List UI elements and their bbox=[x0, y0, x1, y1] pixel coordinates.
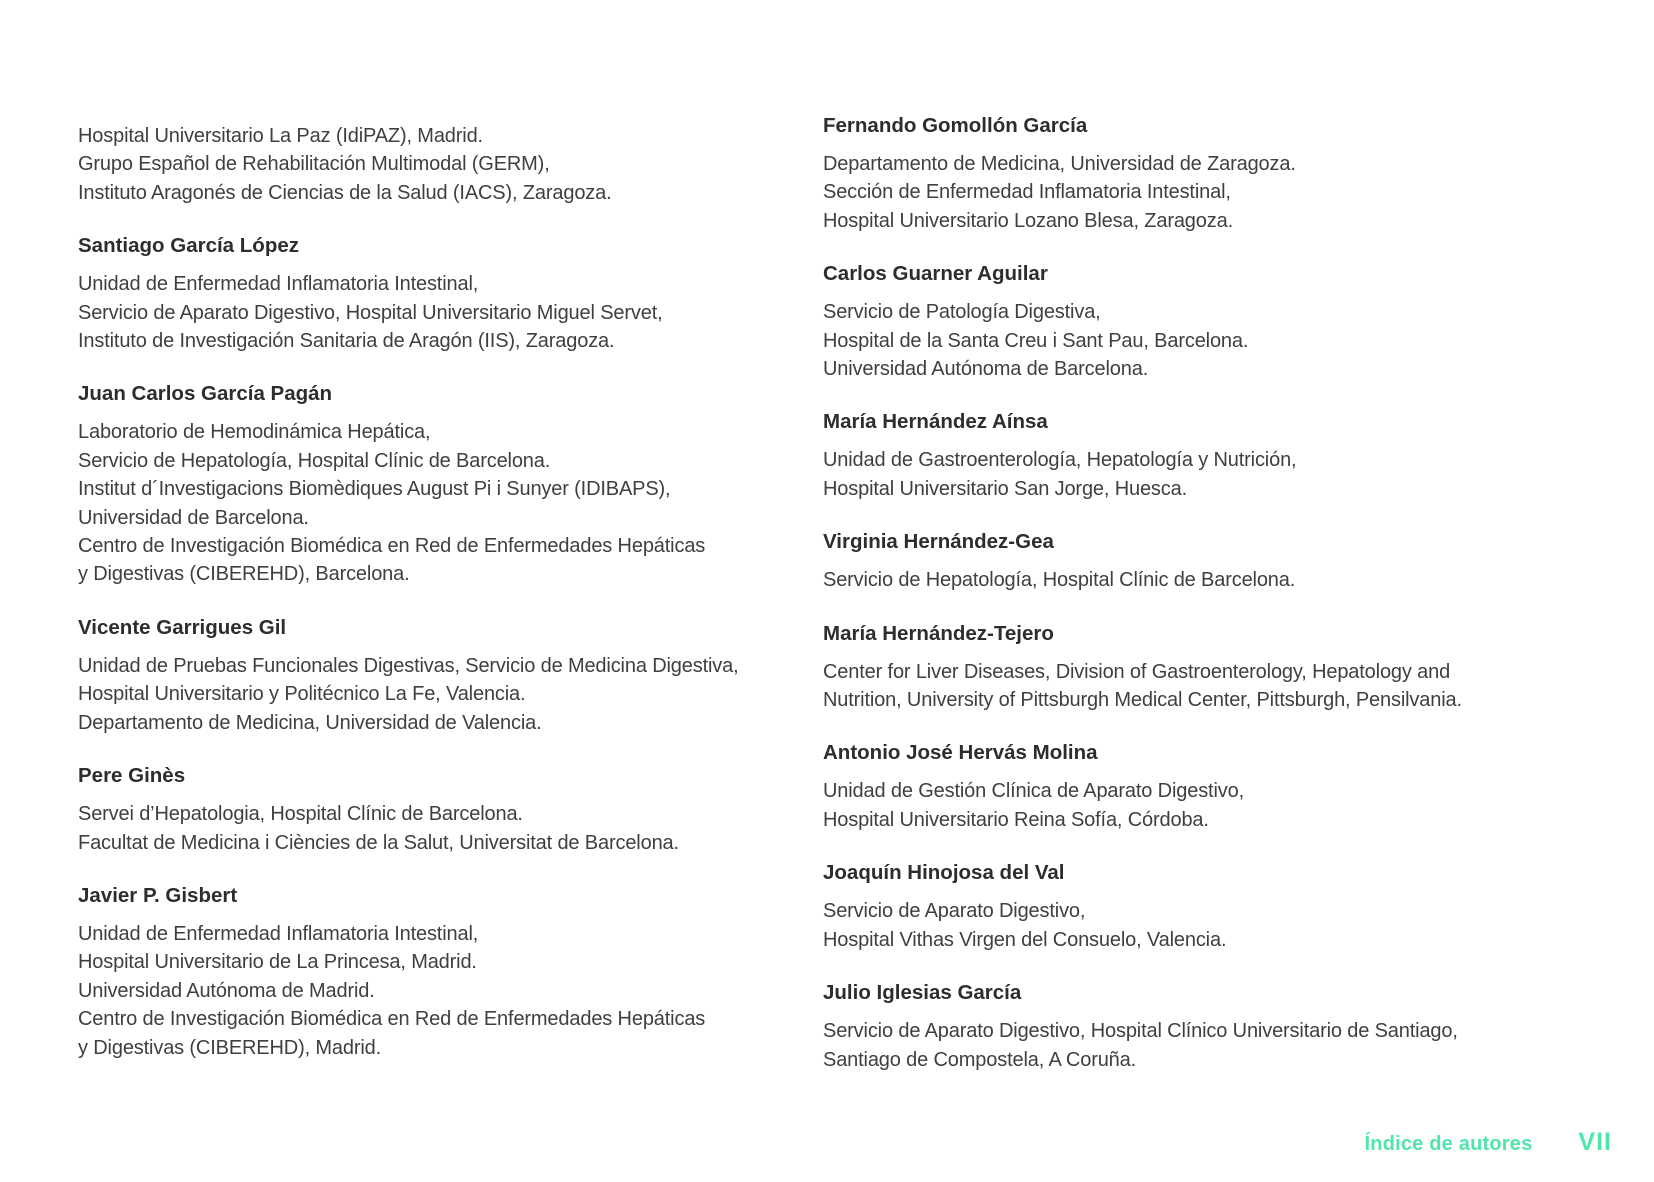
author-entry bbox=[823, 620, 1523, 715]
author-name: Antonio José Hervás Molina bbox=[823, 741, 1098, 765]
author-name: Vicente Garrigues Gil bbox=[78, 615, 287, 639]
affiliation-line: Universidad de Barcelona. bbox=[78, 506, 309, 529]
affiliation-line: y Digestivas (CIBEREHD), Barcelona. bbox=[78, 563, 410, 586]
affiliation-line: Facultat de Medicina i Ciències de la Salut, Universitat de Barcelona. bbox=[78, 831, 679, 854]
author-name: Fernando Gomollón García bbox=[823, 114, 1088, 137]
author-entry bbox=[78, 614, 793, 737]
author-entry bbox=[78, 762, 793, 857]
affiliation-line: Instituto Aragonés de Ciencias de la Salud (IACS), Zaragoza. bbox=[78, 181, 612, 204]
affiliation-line: Laboratorio de Hemodinámica Hepática, bbox=[78, 421, 431, 444]
author-name: Virginia Hernández-Gea bbox=[823, 530, 1054, 554]
affiliation-line: Universidad Autónoma de Barcelona. bbox=[823, 358, 1149, 381]
affiliation-line: Hospital Universitario La Paz (IdiPAZ), Madrid. bbox=[78, 125, 483, 147]
affiliation-line: Departamento de Medicina, Universidad de Zaragoza. bbox=[823, 153, 1296, 175]
page-footer bbox=[1365, 1128, 1612, 1157]
affiliation-line: Instituto de Investigación Sanitaria de Aragón (IIS), Zaragoza. bbox=[78, 330, 615, 353]
author-entry bbox=[78, 232, 793, 355]
affiliation-line: Servicio de Patología Digestiva, bbox=[823, 301, 1101, 324]
affiliation-line: Sección de Enfermedad Inflamatoria Intestinal, bbox=[823, 181, 1231, 204]
affiliation-line: Hospital Universitario Reina Sofía, Córdoba. bbox=[823, 808, 1209, 831]
affiliation-line: Servicio de Hepatología, Hospital Clínic de Barcelona. bbox=[823, 569, 1296, 592]
author-name: Javier P. Gisbert bbox=[78, 883, 238, 907]
author-entry bbox=[823, 528, 1523, 594]
affiliation-line: Servicio de Aparato Digestivo, bbox=[823, 900, 1086, 923]
author-entry bbox=[823, 739, 1523, 834]
author-entry bbox=[823, 408, 1523, 503]
affiliation-line: Unidad de Enfermedad Inflamatoria Intestinal, bbox=[78, 273, 479, 296]
author-name: María Hernández Aínsa bbox=[823, 410, 1048, 434]
affiliation-line: Grupo Español de Rehabilitación Multimodal (GERM), bbox=[78, 153, 550, 176]
affiliation-line: Departamento de Medicina, Universidad de Valencia. bbox=[78, 711, 542, 734]
affiliation-line: Hospital Universitario de La Princesa, Madrid. bbox=[78, 951, 477, 974]
page-number: VII bbox=[1578, 1128, 1612, 1156]
affiliation-line: Servicio de Aparato Digestivo, Hospital Universitario Miguel Servet, bbox=[78, 301, 663, 324]
author-name: Joaquín Hinojosa del Val bbox=[823, 861, 1065, 885]
affiliation-line: Center for Liver Diseases, Division of Gastroenterology, Hepatology and bbox=[823, 660, 1451, 683]
author-name: Julio Iglesias García bbox=[823, 981, 1022, 1005]
affiliation-line: Hospital Universitario y Politécnico La Fe, Valencia. bbox=[78, 683, 526, 706]
author-name: Carlos Guarner Aguilar bbox=[823, 262, 1048, 286]
author-entry bbox=[823, 979, 1523, 1074]
author-entry bbox=[78, 122, 793, 207]
author-entry bbox=[823, 859, 1523, 954]
author-entry bbox=[823, 112, 1523, 235]
affiliation-line: Nutrition, University of Pittsburgh Medical Center, Pittsburgh, Pensilvania. bbox=[823, 689, 1462, 712]
affiliation-line: Hospital Universitario San Jorge, Huesca. bbox=[823, 477, 1188, 500]
author-name: Juan Carlos García Pagán bbox=[78, 382, 333, 406]
affiliation-line: Unidad de Enfermedad Inflamatoria Intestinal, bbox=[78, 922, 479, 945]
affiliation-line: Hospital Vithas Virgen del Consuelo, Valencia. bbox=[823, 928, 1227, 951]
affiliation-line: Centro de Investigación Biomédica en Red de Enfermedades Hepáticas bbox=[78, 535, 706, 558]
author-name: María Hernández-Tejero bbox=[823, 621, 1054, 645]
affiliation-line: Servicio de Aparato Digestivo, Hospital Clínico Universitario de Santiago, bbox=[823, 1020, 1458, 1043]
affiliation-line: Servicio de Hepatología, Hospital Clínic de Barcelona. bbox=[78, 449, 551, 472]
affiliation-line: Hospital Universitario Lozano Blesa, Zaragoza. bbox=[823, 209, 1233, 232]
author-entry bbox=[823, 260, 1523, 383]
affiliation-line: y Digestivas (CIBEREHD), Madrid. bbox=[78, 1036, 382, 1059]
affiliation-line: Universidad Autónoma de Madrid. bbox=[78, 979, 375, 1002]
affiliation-line: Unidad de Pruebas Funcionales Digestivas, Servicio de Medicina Digestiva, bbox=[78, 654, 739, 677]
author-entry bbox=[78, 882, 793, 1062]
right-column bbox=[823, 112, 1523, 1074]
section-label: Índice de autores bbox=[1364, 1133, 1533, 1155]
affiliation-line: Santiago de Compostela, A Coruña. bbox=[823, 1048, 1137, 1071]
author-name: Santiago García López bbox=[78, 234, 299, 258]
author-entry bbox=[78, 380, 793, 588]
affiliation-line: Servei d’Hepatologia, Hospital Clínic de Barcelona. bbox=[78, 803, 523, 826]
affiliation-line: Unidad de Gestión Clínica de Aparato Digestivo, bbox=[823, 780, 1244, 803]
affiliation-line: Hospital de la Santa Creu i Sant Pau, Barcelona. bbox=[823, 329, 1249, 352]
affiliation-line: Centro de Investigación Biomédica en Red de Enfermedades Hepáticas bbox=[78, 1008, 706, 1031]
affiliation-line: Unidad de Gastroenterología, Hepatología y Nutrición, bbox=[823, 449, 1297, 472]
author-name: Pere Ginès bbox=[78, 764, 186, 788]
left-column bbox=[78, 122, 793, 1062]
affiliation-line: Institut d´Investigacions Biomèdiques August Pi i Sunyer (IDIBAPS), bbox=[78, 478, 671, 501]
